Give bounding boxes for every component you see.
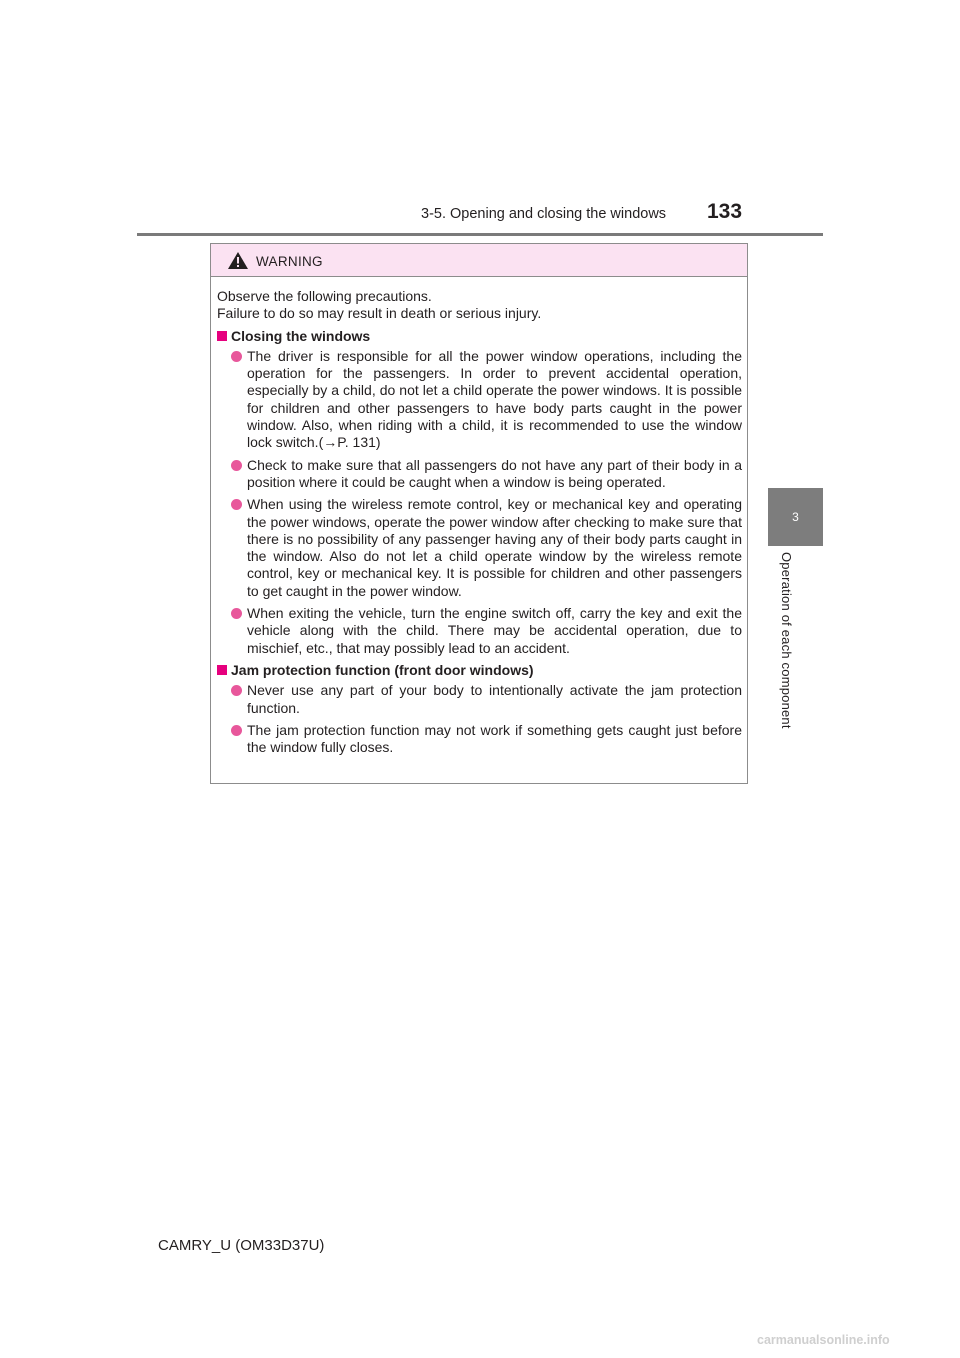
list-item-text: The driver is responsible for all the power window operations, including the operation for the passengers. In order to prevent accidental operation, especially by a child, do not let a child operate the power windows. It is possible for children and other passengers to have body parts caught in the power window. Also, when riding with a child, it is recommended to use the window lock switch.(→P. 131) bbox=[247, 347, 742, 451]
section-heading-jam-protection bbox=[217, 662, 742, 679]
intro-line: Observe the following precautions. bbox=[217, 288, 432, 304]
watermark: carmanualsonline.info bbox=[757, 1333, 890, 1347]
warning-intro bbox=[217, 288, 742, 323]
list-item-text: Never use any part of your body to intentionally activate the jam protection function. bbox=[247, 682, 742, 716]
warning-triangle-icon bbox=[228, 252, 248, 269]
circle-bullet-icon bbox=[231, 460, 242, 471]
intro-line: Failure to do so may result in death or serious injury. bbox=[217, 305, 542, 322]
chapter-title: Operation of each component bbox=[779, 552, 794, 729]
list-item-text: When using the wireless remote control, key or mechanical key and operating the power windows, operate the power window after checking to make sure that there is no possibility of any passenger having any of their body parts caught in the window. Also do not let a child operate window by the wireless remote control, key or mechanical key. It is possible for children and other passengers to get caught in the power window. bbox=[247, 496, 742, 599]
list-item bbox=[217, 457, 742, 492]
square-bullet-icon bbox=[217, 665, 227, 675]
square-bullet-icon bbox=[217, 331, 227, 341]
document-code: CAMRY_U (OM33D37U) bbox=[158, 1237, 325, 1254]
list-item bbox=[217, 348, 742, 452]
list-item bbox=[217, 605, 742, 657]
chapter-label-band bbox=[768, 546, 823, 761]
circle-bullet-icon bbox=[231, 499, 242, 510]
section-heading-text: Closing the windows bbox=[231, 327, 371, 344]
warning-header bbox=[211, 244, 747, 277]
warning-body bbox=[211, 277, 747, 756]
list-item bbox=[217, 496, 742, 600]
circle-bullet-icon bbox=[231, 725, 242, 736]
list-item bbox=[217, 722, 742, 757]
circle-bullet-icon bbox=[231, 351, 242, 362]
warning-box bbox=[210, 243, 748, 784]
page-number: 133 bbox=[707, 200, 743, 223]
list-item-text: When exiting the vehicle, turn the engine switch off, carry the key and exit the vehicle along with the child. There may be accidental operation, due to mischief, etc., that may possibly lead to an accident. bbox=[247, 605, 742, 656]
circle-bullet-icon bbox=[231, 685, 242, 696]
header-divider bbox=[137, 233, 823, 236]
list-item-text: The jam protection function may not work if something gets caught just before the window fully closes. bbox=[247, 721, 742, 756]
circle-bullet-icon bbox=[231, 608, 242, 619]
list-item bbox=[217, 682, 742, 717]
section-heading-closing-windows bbox=[217, 328, 742, 345]
chapter-tab: 3 bbox=[768, 488, 823, 546]
section-heading-text: Jam protection function (front door windows) bbox=[231, 661, 534, 678]
running-header-section: 3-5. Opening and closing the windows bbox=[421, 206, 667, 222]
warning-title: WARNING bbox=[256, 254, 323, 269]
list-item-text: Check to make sure that all passengers do not have any part of their body in a position where it could be caught when a window is being operated. bbox=[247, 456, 742, 490]
